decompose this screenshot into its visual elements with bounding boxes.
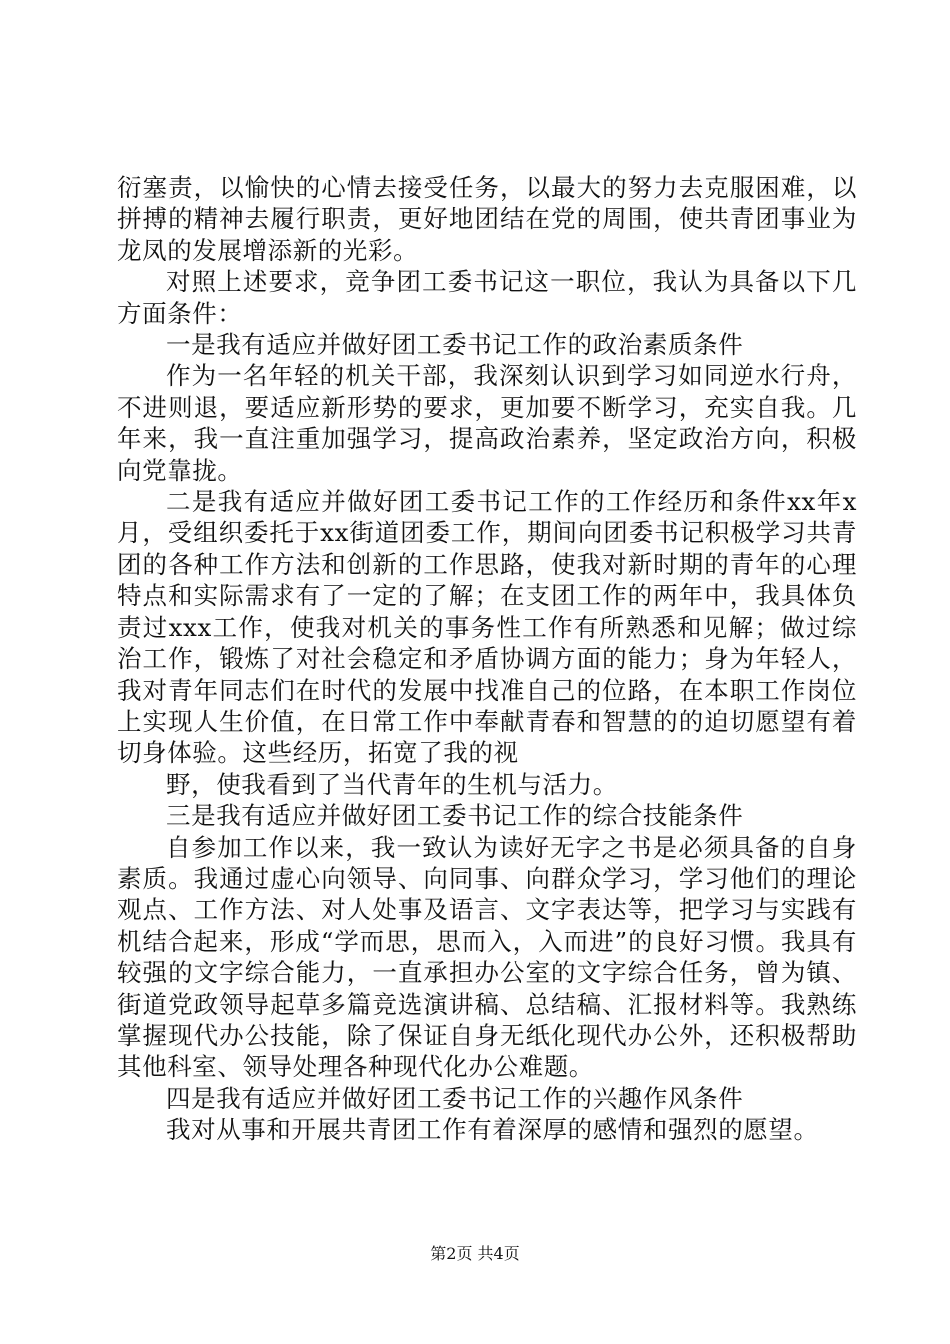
paragraph-8: 自参加工作以来，我一致认为读好无字之书是必须具备的自身素质。我通过虚心向领导、向同事、向群众学习，学习他们的理论观点、工作方法、对人处事及语言、文字表达等，把学习与实践有机结合起来，形成“学而思，思而入，入而进”的良好习惯。我具有较强的文字综合能力，一直承担办公室的文字综合任务，曾为镇、街道党政领导起草多篇竞选演讲稿、总结稿、汇报材料等。我熟练掌握现代办公技能，除了保证自身无纸化现代办公外，还积极帮助其他科室、领导处理各种现代化办公难题。 [117, 832, 857, 1082]
document-body [117, 172, 857, 1146]
section-heading-political: 一是我有适应并做好团工委书记工作的政治素质条件 [166, 330, 744, 360]
section-heading-skills: 三是我有适应并做好团工委书记工作的综合技能条件 [166, 801, 744, 831]
section-heading-interest: 四是我有适应并做好团工委书记工作的兴趣作风条件 [166, 1083, 744, 1113]
paragraph-4: 作为一名年轻的机关干部，我深刻认识到学习如同逆水行舟，不进则退，要适应新形势的要求，更加要不断学习，充实自我。几年来，我一直注重加强学习，提高政治素养，坚定政治方向，积极向党靠拢。 [117, 361, 857, 485]
paragraph-1: 衍塞责，以愉快的心情去接受任务，以最大的努力去克服困难，以拼搏的精神去履行职责，更好地团结在党的周围，使共青团事业为龙凤的发展增添新的光彩。 [117, 173, 857, 265]
paragraph-2: 对照上述要求，竞争团工委书记这一职位，我认为具备以下几方面条件： [117, 267, 857, 328]
section-heading-experience: 二是我有适应并做好团工委书记工作的工作经历和条件xx年x月，受组织委托于xx街道团委工作，期间向团委书记积极学习共青团的各种工作方法和创新的工作思路，使我对新时期的青年的心理特点和实际需求有了一定的了解；在支团工作的两年中，我具体负责过xxx工作，使我对机关的事务性工作有所熟悉和见解；做过综治工作，锻炼了对社会稳定和矛盾协调方面的能力；身为年轻人，我对青年同志们在时代的发展中找准自己的位路，在本职工作岗位上实现人生价值，在日常工作中奉献青春和智慧的的迫切愿望有着切身体验。这些经历，拓宽了我的视 [117, 487, 857, 768]
paragraph-6: 野，使我看到了当代青年的生机与活力。 [166, 769, 618, 799]
paragraph-10: 我对从事和开展共青团工作有着深厚的感情和强烈的愿望。 [166, 1115, 819, 1145]
page-footer: 第2页 共4页 [430, 1244, 520, 1263]
